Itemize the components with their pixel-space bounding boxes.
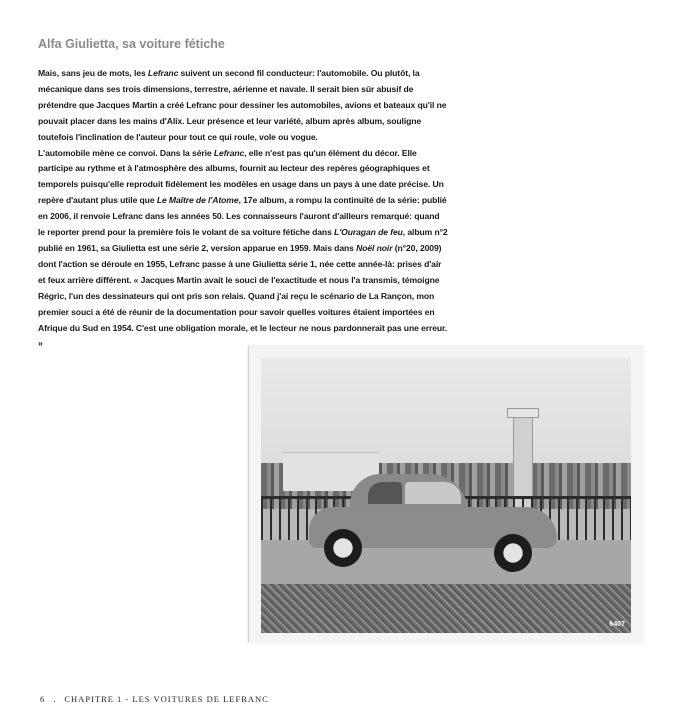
section-title: Alfa Giulietta, sa voiture fétiche [38,37,225,51]
page-number: 6 [40,694,46,704]
italic-title: Lefranc [213,147,245,158]
chapter-title: CHAPITRE 1 - LES VOITURES DE LEFRANC [64,694,269,704]
text-segment: L'automobile mène ce convoi. Dans la série [38,147,214,158]
text-segment: , elle n'est pas qu'un élément du décor. Elle participe au rythme et à l'atmosphère des albums, fournit au lecteur des repères géographiques et temporels puisqu'elle reproduit fidèlement les modèles en usage dans un pays à une date précise. Un repère d'autant plus utile que [38,147,444,206]
photo-number: 6407 [609,621,625,628]
italic-title: Noël noir [356,242,393,253]
text-segment: , album n°2 publié en 1961, sa Giulietta est une série 2, version apparue en 1959. Mais dans [38,227,448,253]
text-segment: , 17e album, a rompu la continuité de la série: publié en 2006, il renvoie Lefranc dans les années 50. Les connaisseurs l'auront d'ailleurs remarqué: quand le reporter prend pour la première fois le volant de sa voiture fétiche dans [38,195,447,238]
paragraph-2 [38,146,448,353]
photo-tower-top [507,408,539,418]
article-body [38,66,448,352]
car-rear-window [368,482,401,504]
italic-title: Le Maître de l'Atome [156,195,239,206]
photo-tower [513,413,534,509]
text-segment: (n°20, 2009) dont l'action se déroule en 1955, Lefranc passe à une Giulietta série 1, née cette année-là: prises d'air et feux arrière différent. « Jacques Martin avait le souci de l'exactitude et nous l'a transmis, témoigne Régric, l'un des dessinateurs qui ont pris son relais. Quand j'ai reçu le scénario de La Rançon, mon premier souci a été de réunir de la documentation pour savoir quelles voitures étaient importées en Afrique du Sud en 1954. C'est une obligation morale, et le lecteur ne nous pardonnerait pas une erreur. » [38,242,448,349]
photo-grass [261,584,631,634]
photo-print [248,346,643,642]
paragraph-1 [38,66,448,146]
italic-title: L'Ouragan de feu [334,227,403,238]
car-front-wheel [494,534,532,572]
text-segment: Mais, sans jeu de mots, les [38,68,148,78]
text-segment: suivent un second fil conducteur: l'automobile. Ou plutôt, la mécanique dans ses trois dimensions, terrestre, aérienne et navale. Il serait bien sûr abusif de prétendre que Jacques Martin a créé Lefranc pour dessiner les automobiles, avions et bateaux qu'il ne pouvait placer dans les mains d'Alix. Leur présence et leur variété, album après album, souligne toutefois l'inclination de l'auteur pour tout ce qui roule, vole ou vogue. [38,68,447,142]
car-front-window [405,482,461,504]
italic-title: Lefranc [147,68,179,78]
footer-separator: . [53,694,57,704]
car-photo [261,358,631,633]
page-footer [40,694,277,704]
car-rear-wheel [324,529,362,567]
